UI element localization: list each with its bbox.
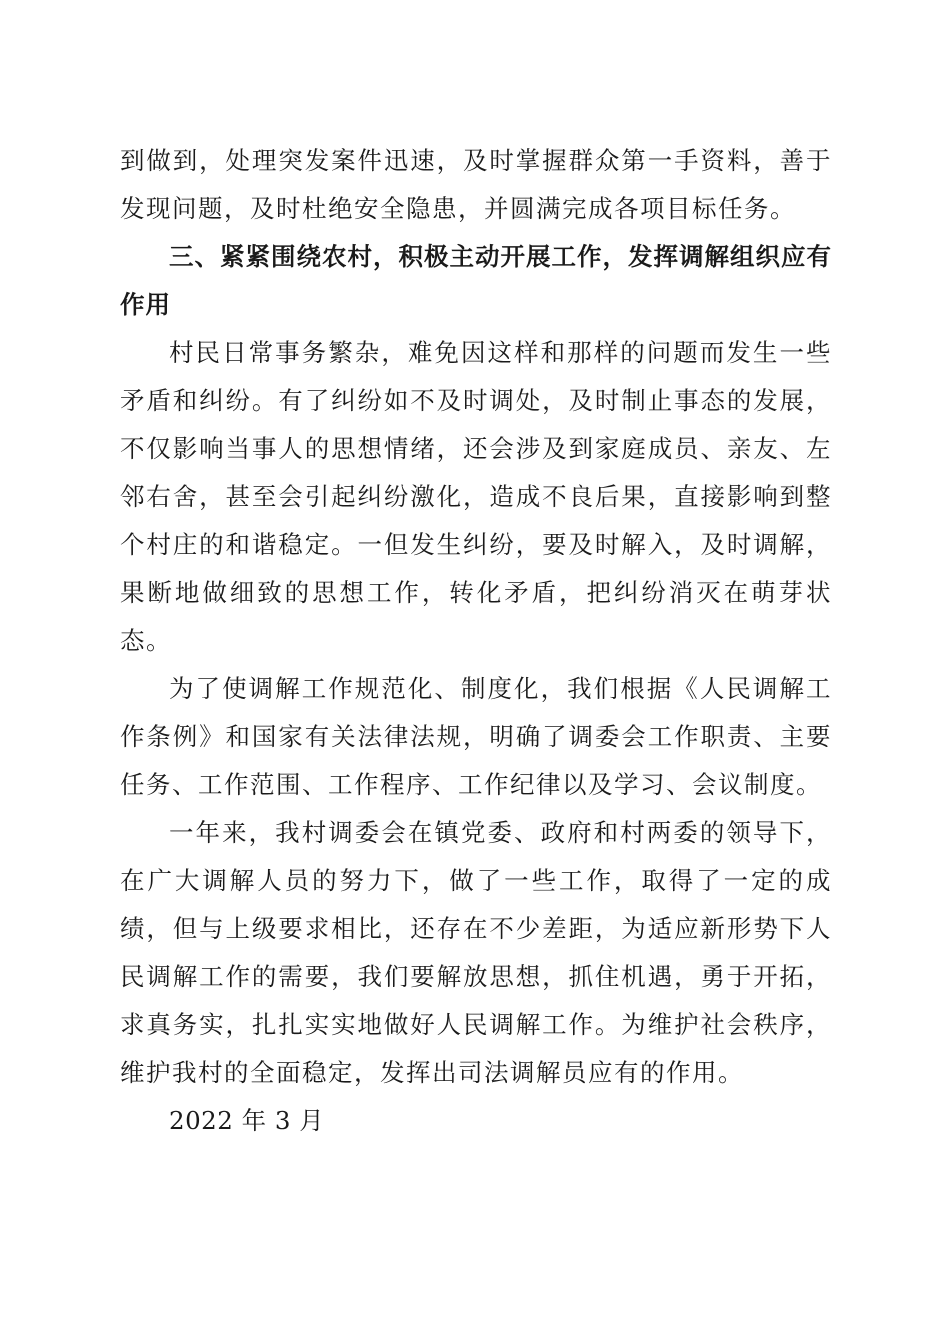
section-heading: 三、紧紧围绕农村，积极主动开展工作，发挥调解组织应有作用 <box>120 242 832 319</box>
paragraph-regulations: 为了使调解工作规范化、制度化，我们根据《人民调解工作条例》和国家有关法律法规，明确了调委会工作职责、主要任务、工作范围、工作程序、工作纪律以及学习、会议制度。 <box>120 674 832 799</box>
paragraph-summary: 一年来，我村调委会在镇党委、政府和村两委的领导下，在广大调解人员的努力下，做了一些工作，取得了一定的成绩，但与上级要求相比，还存在不少差距，为适应新形势下人民调解工作的需要，我们要解放思想，抓住机遇，勇于开拓，求真务实，扎扎实实地做好人民调解工作。为维护社会秩序，维护我村的全面稳定，发挥出司法调解员应有的作用。 <box>120 818 832 1087</box>
continued-paragraph: 到做到，处理突发案件迅速，及时掌握群众第一手资料，善于发现问题，及时杜绝安全隐患，并圆满完成各项目标任务。 <box>120 146 832 223</box>
paragraph-disputes: 村民日常事务繁杂，难免因这样和那样的问题而发生一些矛盾和纠纷。有了纠纷如不及时调处，及时制止事态的发展，不仅影响当事人的思想情绪，还会涉及到家庭成员、亲友、左邻右舍，甚至会引起纠纷激化，造成不良后果，直接影响到整个村庄的和谐稳定。一但发生纠纷，要及时解入，及时调解，果断地做细致的思想工作，转化矛盾，把纠纷消灭在萌芽状态。 <box>120 338 832 655</box>
document-date: 2022 年 3 月 <box>169 1106 325 1135</box>
document-body <box>120 137 832 1145</box>
